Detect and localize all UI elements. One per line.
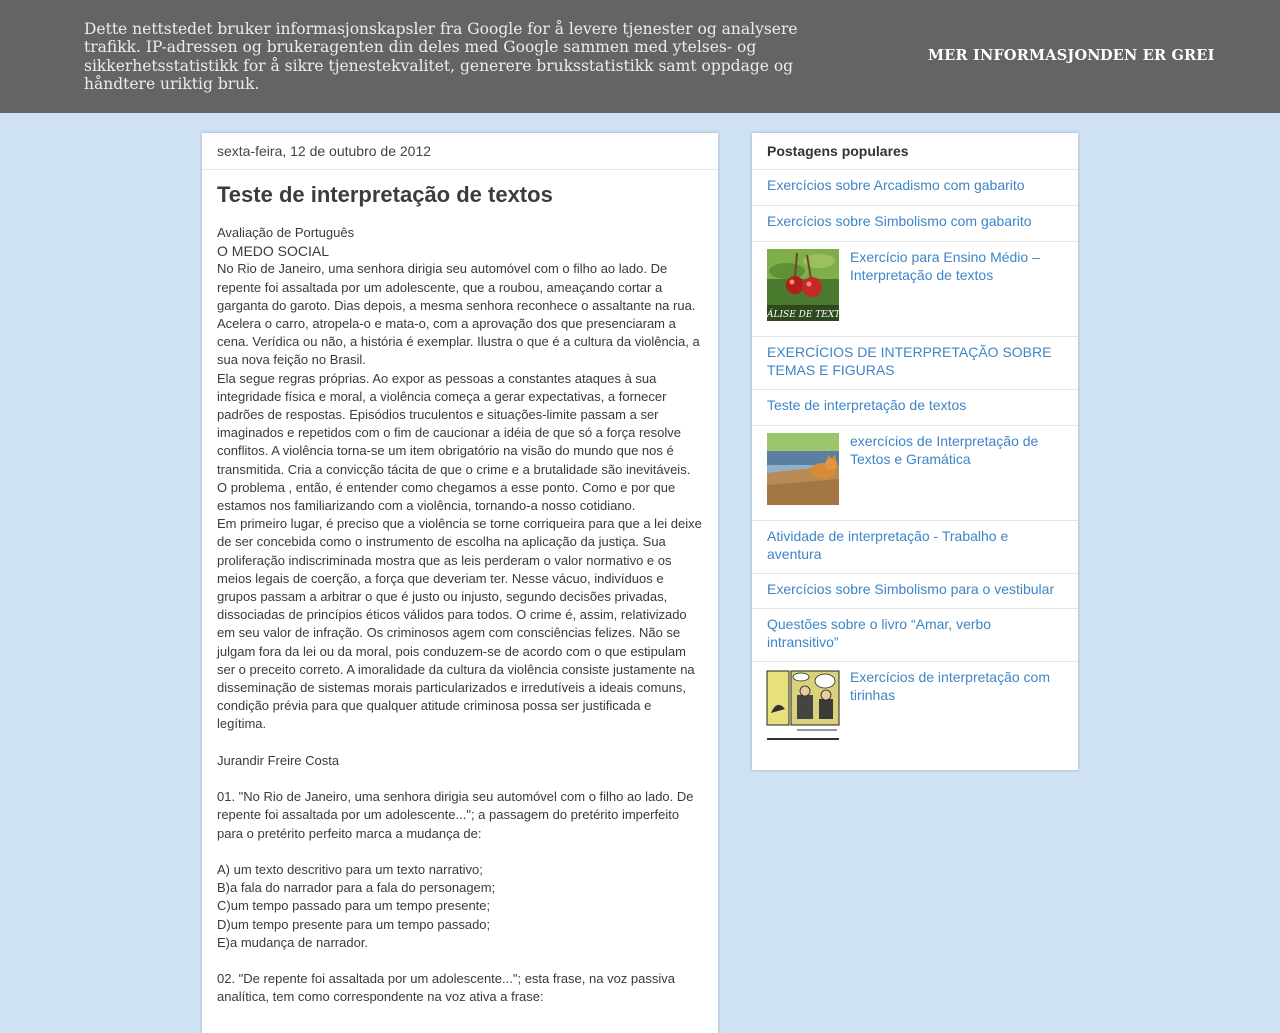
popular-post-item: [752, 426, 1078, 521]
post-paragraph: No Rio de Janeiro, uma senhora dirigia seu automóvel com o filho ao lado. De repente foi assaltada por um adolescente, que a roubou, ameaçando cortar a garganta do garoto. Dias depois, a mesma senhora reconhece o assaltante na rua. Acelera o carro, atropela-o e mata-o, com a aprovação dos que presenciaram a cena. Verídica ou não, a história é exemplar. Ilustra o que é a cultura da violência, a sua nova feição no Brasil.: [217, 261, 700, 368]
popular-post-link[interactable]: Exercícios sobre Arcadismo com gabarito: [767, 177, 1025, 193]
post-author: Jurandir Freire Costa: [217, 752, 340, 768]
post-body: [217, 224, 703, 1007]
cat-thumbnail[interactable]: [767, 433, 839, 505]
more-info-button[interactable]: MER INFORMASJON: [928, 47, 1101, 64]
popular-post-item: [752, 390, 1078, 426]
post-title[interactable]: Teste de interpretação de textos: [217, 182, 553, 207]
popular-post-link[interactable]: exercícios de Interpretação de Textos e Gramática: [850, 433, 1039, 467]
popular-post-link[interactable]: EXERCÍCIOS DE INTERPRETAÇÃO SOBRE TEMAS E FIGURAS: [767, 344, 1052, 378]
question-1-option: A) um texto descritivo para um texto narrativo;: [217, 862, 483, 878]
question-1-option: D)um tempo presente para um tempo passado;: [217, 916, 491, 932]
popular-post-link[interactable]: Exercícios de interpretação com tirinhas: [850, 669, 1050, 703]
question-1: 01. "No Rio de Janeiro, uma senhora dirigia seu automóvel com o filho ao lado. De repente foi assaltada por um adolescente..."; a passagem do pretérito imperfeito para o pretérito perfeito marca a mudança de:: [217, 789, 694, 841]
popular-post-item: [752, 521, 1078, 574]
cookie-consent-bar: [0, 0, 1280, 113]
popular-post-link[interactable]: Questões sobre o livro “Amar, verbo intransitivo”: [767, 616, 992, 650]
post-paragraph: Em primeiro lugar, é preciso que a violência se torne corriqueira para que a lei deixe de ser concebida como o instrumento de escolha na aplicação da justiça. Sua proliferação indiscriminada mostra que as leis perderam o valor normativo e os meios legais de coerção, a força que deveriam ter. Nesse vácuo, indivíduos e grupos passam a arbitrar o que é justo ou injusto, segundo decisões privadas, dissociadas de princípios éticos válidos para todos. O crime é, assim, relativizado em seu valor de infração. Os criminosos agem com consciências felizes. Não se julgam fora da lei ou da moral, pois conduzem-se de acordo com o que estipulam ser o preceito correto. A imoralidade da cultura da violência consiste justamente na disseminação de sistemas morais particularizados e irredutíveis a ideais comuns, condição prévia para que qualquer atitude criminosa possa ser justificada e legítima.: [217, 516, 702, 732]
popular-post-link[interactable]: Exercícios sobre Simbolismo para o vestibular: [767, 581, 1055, 597]
popular-post-item: [752, 170, 1078, 206]
question-1-option: B)a fala do narrador para a fala do personagem;: [217, 880, 496, 896]
post-card: [202, 133, 718, 1033]
popular-post-link[interactable]: Teste de interpretação de textos: [767, 397, 967, 413]
cherries-thumbnail[interactable]: [767, 249, 854, 321]
popular-post-link[interactable]: Atividade de interpretação - Trabalho e aventura: [767, 528, 1009, 562]
comic-strip-thumbnail[interactable]: [767, 669, 839, 741]
popular-post-item: [752, 574, 1078, 609]
thumbnail-caption: ÁLISE DE TEXTOS: [767, 310, 854, 320]
popular-post-item: [752, 662, 1078, 749]
popular-post-item: [752, 206, 1078, 242]
popular-post-link[interactable]: Exercício para Ensino Médio – Interpretação de textos: [850, 249, 1040, 283]
popular-post-item: [752, 242, 1078, 337]
cookie-message: Dette nettstedet bruker informasjonskapsler fra Google for å levere tjenester og analysere trafikk. IP-adressen og brukeragenten din deles med Google sammen med ytelses- og sikkerhetsstatistikk for å sikre tjenestekvalitet, generere bruksstatistikk samt oppdage og håndtere uriktig bruk.: [84, 20, 798, 94]
post-date: sexta-feira, 12 de outubro de 2012: [202, 133, 718, 170]
popular-posts-widget: [752, 133, 1078, 770]
question-1-option: C)um tempo passado para um tempo presente;: [217, 898, 491, 914]
popular-post-item: [752, 609, 1078, 662]
post-paragraph: Ela segue regras próprias. Ao expor as pessoas a constantes ataques à sua integridade física e moral, a violência começa a gerar expectativas, a fornecer padrões de respostas. Episódios truculentos e situações-limite passam a ser imaginados e repetidos com o fim de caucionar a idéia de que só a força resolve conflitos. A violência torna-se um item obrigatório na visão do mundo que nos é transmitida. Cria a convicção tácita de que o crime e a brutalidade são inevitáveis.: [217, 370, 691, 477]
widget-title: Postagens populares: [752, 133, 1078, 170]
popular-post-item: [752, 337, 1078, 390]
question-1-option: E)a mudança de narrador.: [217, 934, 369, 950]
post-subtitle: Avaliação de Português: [217, 225, 355, 240]
popular-post-link[interactable]: Exercícios sobre Simbolismo com gabarito: [767, 213, 1032, 229]
accept-cookies-button[interactable]: DEN ER GREI: [1100, 47, 1215, 64]
question-2: 02. "De repente foi assaltada por um adolescente..."; esta frase, na voz passiva analítica, tem como correspondente na voz ativa a frase:: [217, 971, 675, 1005]
post-heading: O MEDO SOCIAL: [217, 243, 330, 260]
post-paragraph: O problema , então, é entender como chegamos a esse ponto. Como e por que estamos nos familiarizando com a violência, tornando-a nosso cotidiano.: [217, 479, 676, 514]
